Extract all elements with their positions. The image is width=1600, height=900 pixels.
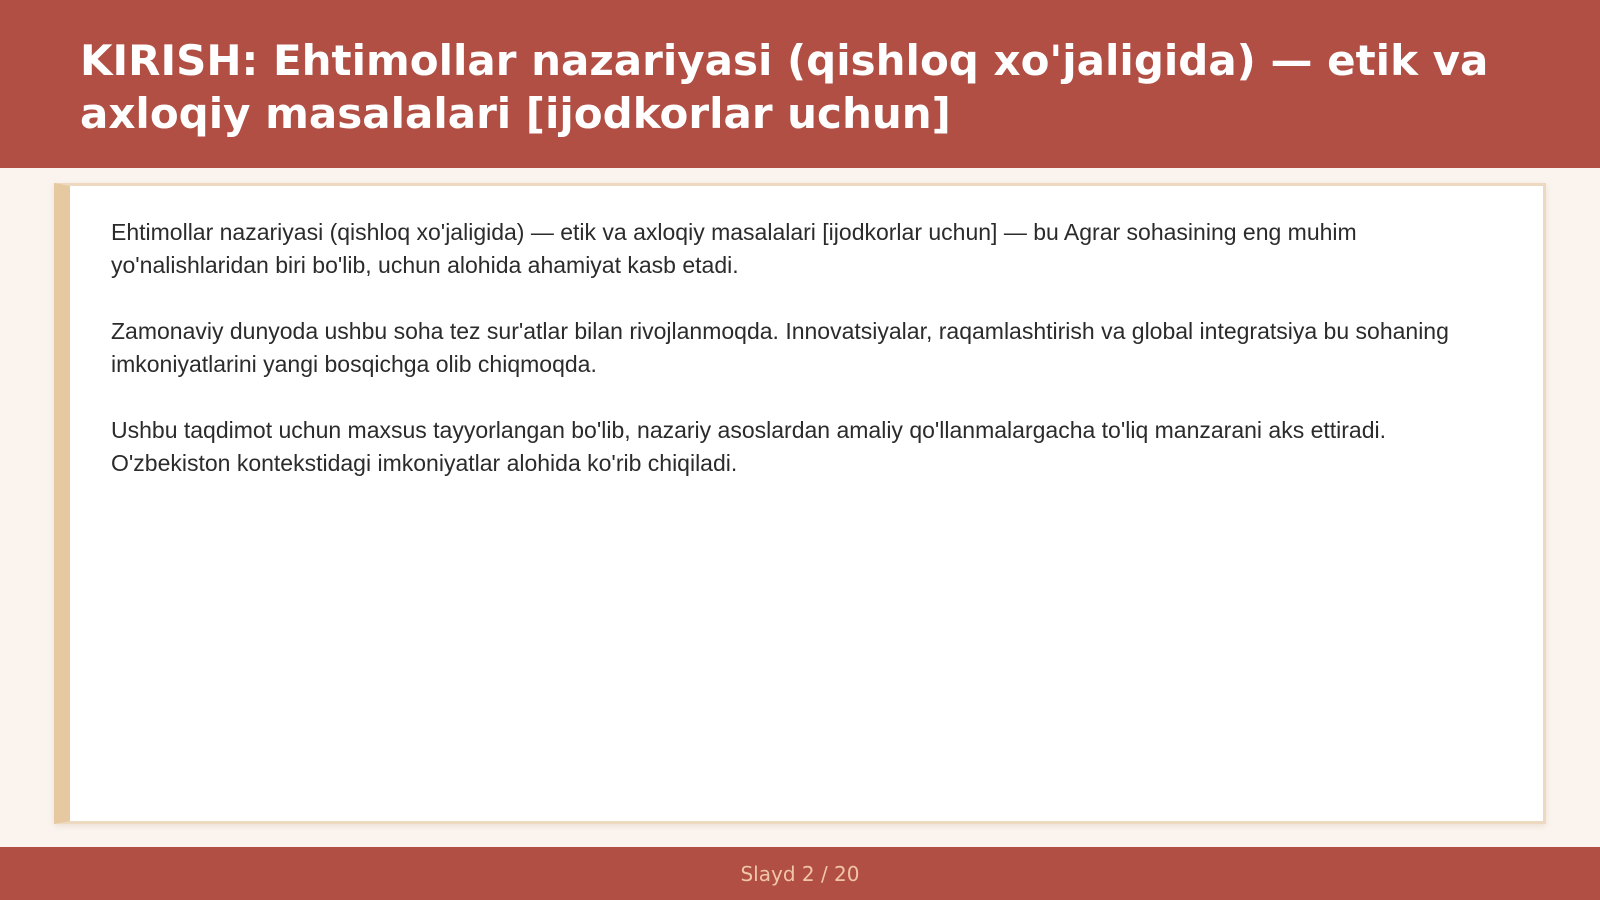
slide-counter: Slayd 2 / 20 [740, 861, 860, 886]
paragraph-intro: Ehtimollar nazariyasi (qishloq xo'jaligida) — etik va axloqiy masalalari [ijodkorlar uchun] — bu Agrar sohasining eng muhim yo'nalishlaridan biri bo'lib, uchun alohida ahamiyat kasb etadi. [111, 219, 1357, 278]
slide-footer [0, 847, 1600, 900]
paragraph-modern-world: Zamonaviy dunyoda ushbu soha tez sur'atlar bilan rivojlanmoqda. Innovatsiyalar, raqamlashtirish va global integratsiya bu sohaning imkoniyatlarini yangi bosqichga olib chiqmoqda. [111, 318, 1449, 377]
body-text [111, 216, 1511, 513]
slide-header [0, 0, 1600, 168]
content-card [54, 183, 1546, 824]
slide-title: KIRISH: Ehtimollar nazariyasi (qishloq xo'jaligida) — etik va axloqiy masalalari [ijodkorlar uchun] [80, 36, 1489, 138]
paragraph-presentation-purpose: Ushbu taqdimot uchun maxsus tayyorlangan bo'lib, nazariy asoslardan amaliy qo'llanmalargacha to'liq manzarani aks ettiradi. O'zbekiston kontekstidagi imkoniyatlar alohida ko'rib chiqiladi. [111, 417, 1387, 476]
